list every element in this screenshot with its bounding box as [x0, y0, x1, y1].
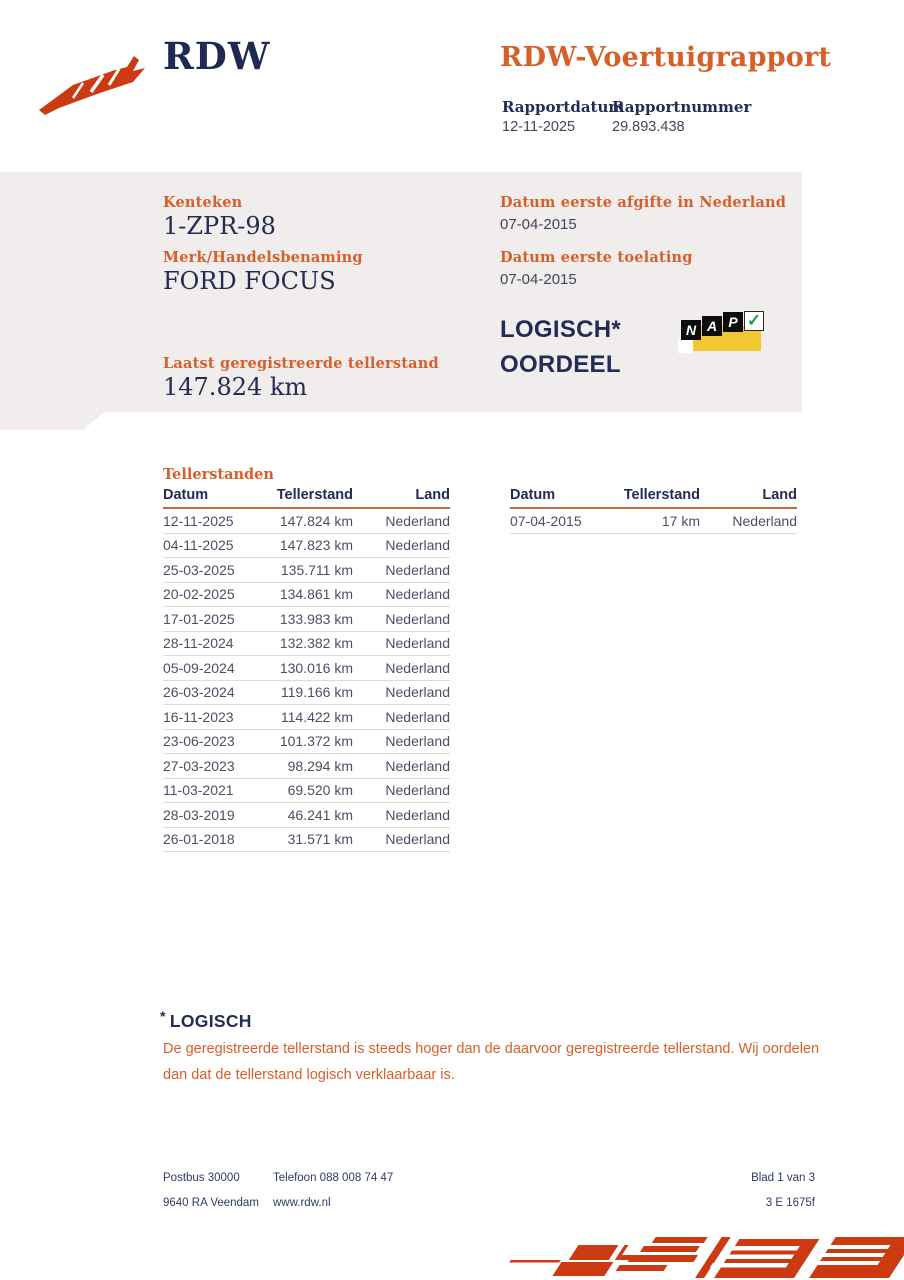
footer-website-link[interactable]: www.rdw.nl [273, 1197, 331, 1209]
table-cell: 101.372 km [279, 733, 353, 750]
kenteken-label: Kenteken [163, 194, 243, 211]
table-cell: 27-03-2023 [163, 757, 235, 774]
table-row [163, 803, 450, 828]
header-tellerstand: Tellerstand [623, 487, 700, 503]
header-tellerstand: Tellerstand [276, 487, 353, 503]
table-cell: Nederland [385, 684, 450, 701]
rapportdatum-label: Rapportdatum [502, 98, 625, 116]
oordeel-verdict [500, 312, 621, 382]
table-cell: 114.422 km [280, 708, 353, 725]
merk-label: Merk/Handelsbenaming [163, 249, 363, 266]
tellerstanden-table-left [163, 487, 450, 852]
table-cell: 28-11-2024 [163, 635, 234, 652]
footer-postbus: Postbus 30000 [163, 1172, 240, 1184]
table-cell: 26-03-2024 [163, 684, 235, 701]
table-row [163, 828, 450, 853]
tellerstanden-table-right [510, 487, 797, 534]
table-cell: Nederland [385, 635, 450, 652]
table-cell: 11-03-2021 [163, 782, 234, 799]
footnote-text: De geregistreerde tellerstand is steeds hoger dan de daarvoor geregistreerde tellerstand. Wij oordelen dan dat de tellerstand logisch verklaarbaar is. [163, 1041, 820, 1083]
datum-eerste-afgifte-label: Datum eerste afgifte in Nederland [500, 194, 787, 211]
nap-letter-n: N [681, 320, 701, 340]
header-land: Land [762, 487, 797, 503]
table-cell: Nederland [385, 586, 450, 603]
table-row [163, 730, 450, 755]
table-row [163, 509, 450, 534]
table-cell: 05-09-2024 [163, 659, 235, 676]
table-cell: Nederland [385, 806, 450, 823]
table-cell: 28-03-2019 [163, 806, 235, 823]
footer-page-number: Blad 1 van 3 [751, 1172, 815, 1184]
table-cell: 98.294 km [287, 757, 353, 774]
table-cell: 20-02-2025 [163, 586, 235, 603]
rdw-stripe-pattern-graphic [505, 1235, 904, 1280]
table-row [163, 779, 450, 804]
table-row [163, 656, 450, 681]
nap-letter-p: P [723, 312, 743, 332]
table-header-row [510, 487, 797, 509]
kenteken-value: 1-ZPR-98 [163, 212, 276, 240]
header-datum: Datum [163, 487, 209, 503]
table-cell: Nederland [385, 610, 450, 627]
table-cell: 134.861 km [279, 586, 353, 603]
table-cell: 147.824 km [279, 512, 353, 529]
table-cell: 119.166 km [280, 684, 353, 701]
table-cell: Nederland [385, 757, 450, 774]
table-cell: 16-11-2023 [163, 708, 234, 725]
table-row [163, 607, 450, 632]
table-cell: 26-01-2018 [163, 831, 235, 848]
table-cell: 12-11-2025 [163, 512, 234, 529]
table-cell: 147.823 km [279, 537, 353, 554]
header-datum: Datum [510, 487, 556, 503]
table-cell: Nederland [385, 708, 450, 725]
laatste-tellerstand-value: 147.824 km [163, 373, 308, 401]
rdw-wordmark: RDW [163, 34, 271, 78]
oordeel-line2: OORDEEL [500, 351, 621, 378]
footnote-title: LOGISCH [169, 1011, 252, 1031]
table-cell: 31.571 km [287, 831, 353, 848]
table-cell: 17-01-2025 [163, 610, 235, 627]
footer-city: 9640 RA Veendam [163, 1197, 259, 1209]
table-cell: Nederland [385, 733, 450, 750]
asterisk-marker: * [160, 1008, 166, 1024]
table-header-row [163, 487, 450, 509]
table-row [163, 705, 450, 730]
nap-logo [678, 308, 764, 358]
footnote-heading [160, 1008, 252, 1032]
table-cell: 25-03-2025 [163, 561, 235, 578]
table-cell: Nederland [385, 782, 450, 799]
nap-checkmark-icon: ✓ [744, 311, 764, 331]
merk-value: FORD FOCUS [163, 267, 336, 295]
table-cell: 04-11-2025 [163, 537, 234, 554]
laatste-tellerstand-label: Laatst geregistreerde tellerstand [163, 355, 439, 372]
table-cell: 23-06-2023 [163, 733, 235, 750]
rapportnummer-label: Rapportnummer [612, 98, 752, 116]
rdw-flag-logo-icon [37, 52, 147, 116]
oordeel-line1: LOGISCH* [500, 316, 622, 343]
datum-eerste-toelating-value: 07-04-2015 [500, 271, 577, 288]
tellerstanden-section-title: Tellerstanden [163, 466, 274, 483]
table-cell: Nederland [385, 831, 450, 848]
footer-phone: Telefoon 088 008 74 47 [273, 1172, 394, 1184]
nap-letter-a: A [702, 316, 722, 336]
table-cell: Nederland [385, 659, 450, 676]
table-cell: Nederland [385, 561, 450, 578]
footer-doc-code: 3 E 1675f [765, 1197, 815, 1209]
rapportdatum-value: 12-11-2025 [502, 119, 576, 135]
rapportnummer-value: 29.893.438 [612, 119, 685, 135]
table-cell: Nederland [385, 537, 450, 554]
table-cell: 17 km [661, 512, 700, 529]
table-cell: 133.983 km [279, 610, 353, 627]
table-cell: Nederland [732, 512, 797, 529]
table-cell: 135.711 km [280, 561, 353, 578]
table-row [163, 681, 450, 706]
table-cell: Nederland [385, 512, 450, 529]
panel-corner-decoration [0, 412, 104, 430]
table-cell: 132.382 km [279, 635, 353, 652]
table-row [163, 632, 450, 657]
table-row [163, 754, 450, 779]
table-row [163, 583, 450, 608]
table-cell: 46.241 km [287, 806, 353, 823]
table-cell: 69.520 km [287, 782, 353, 799]
table-cell: 07-04-2015 [510, 512, 582, 529]
nap-white-square [678, 339, 693, 353]
table-cell: 130.016 km [279, 659, 353, 676]
header-land: Land [415, 487, 450, 503]
report-title: RDW-Voertuigrapport [500, 42, 832, 73]
table-row [510, 509, 797, 534]
datum-eerste-afgifte-value: 07-04-2015 [500, 216, 577, 233]
table-row [163, 534, 450, 559]
table-row [163, 558, 450, 583]
datum-eerste-toelating-label: Datum eerste toelating [500, 249, 693, 266]
